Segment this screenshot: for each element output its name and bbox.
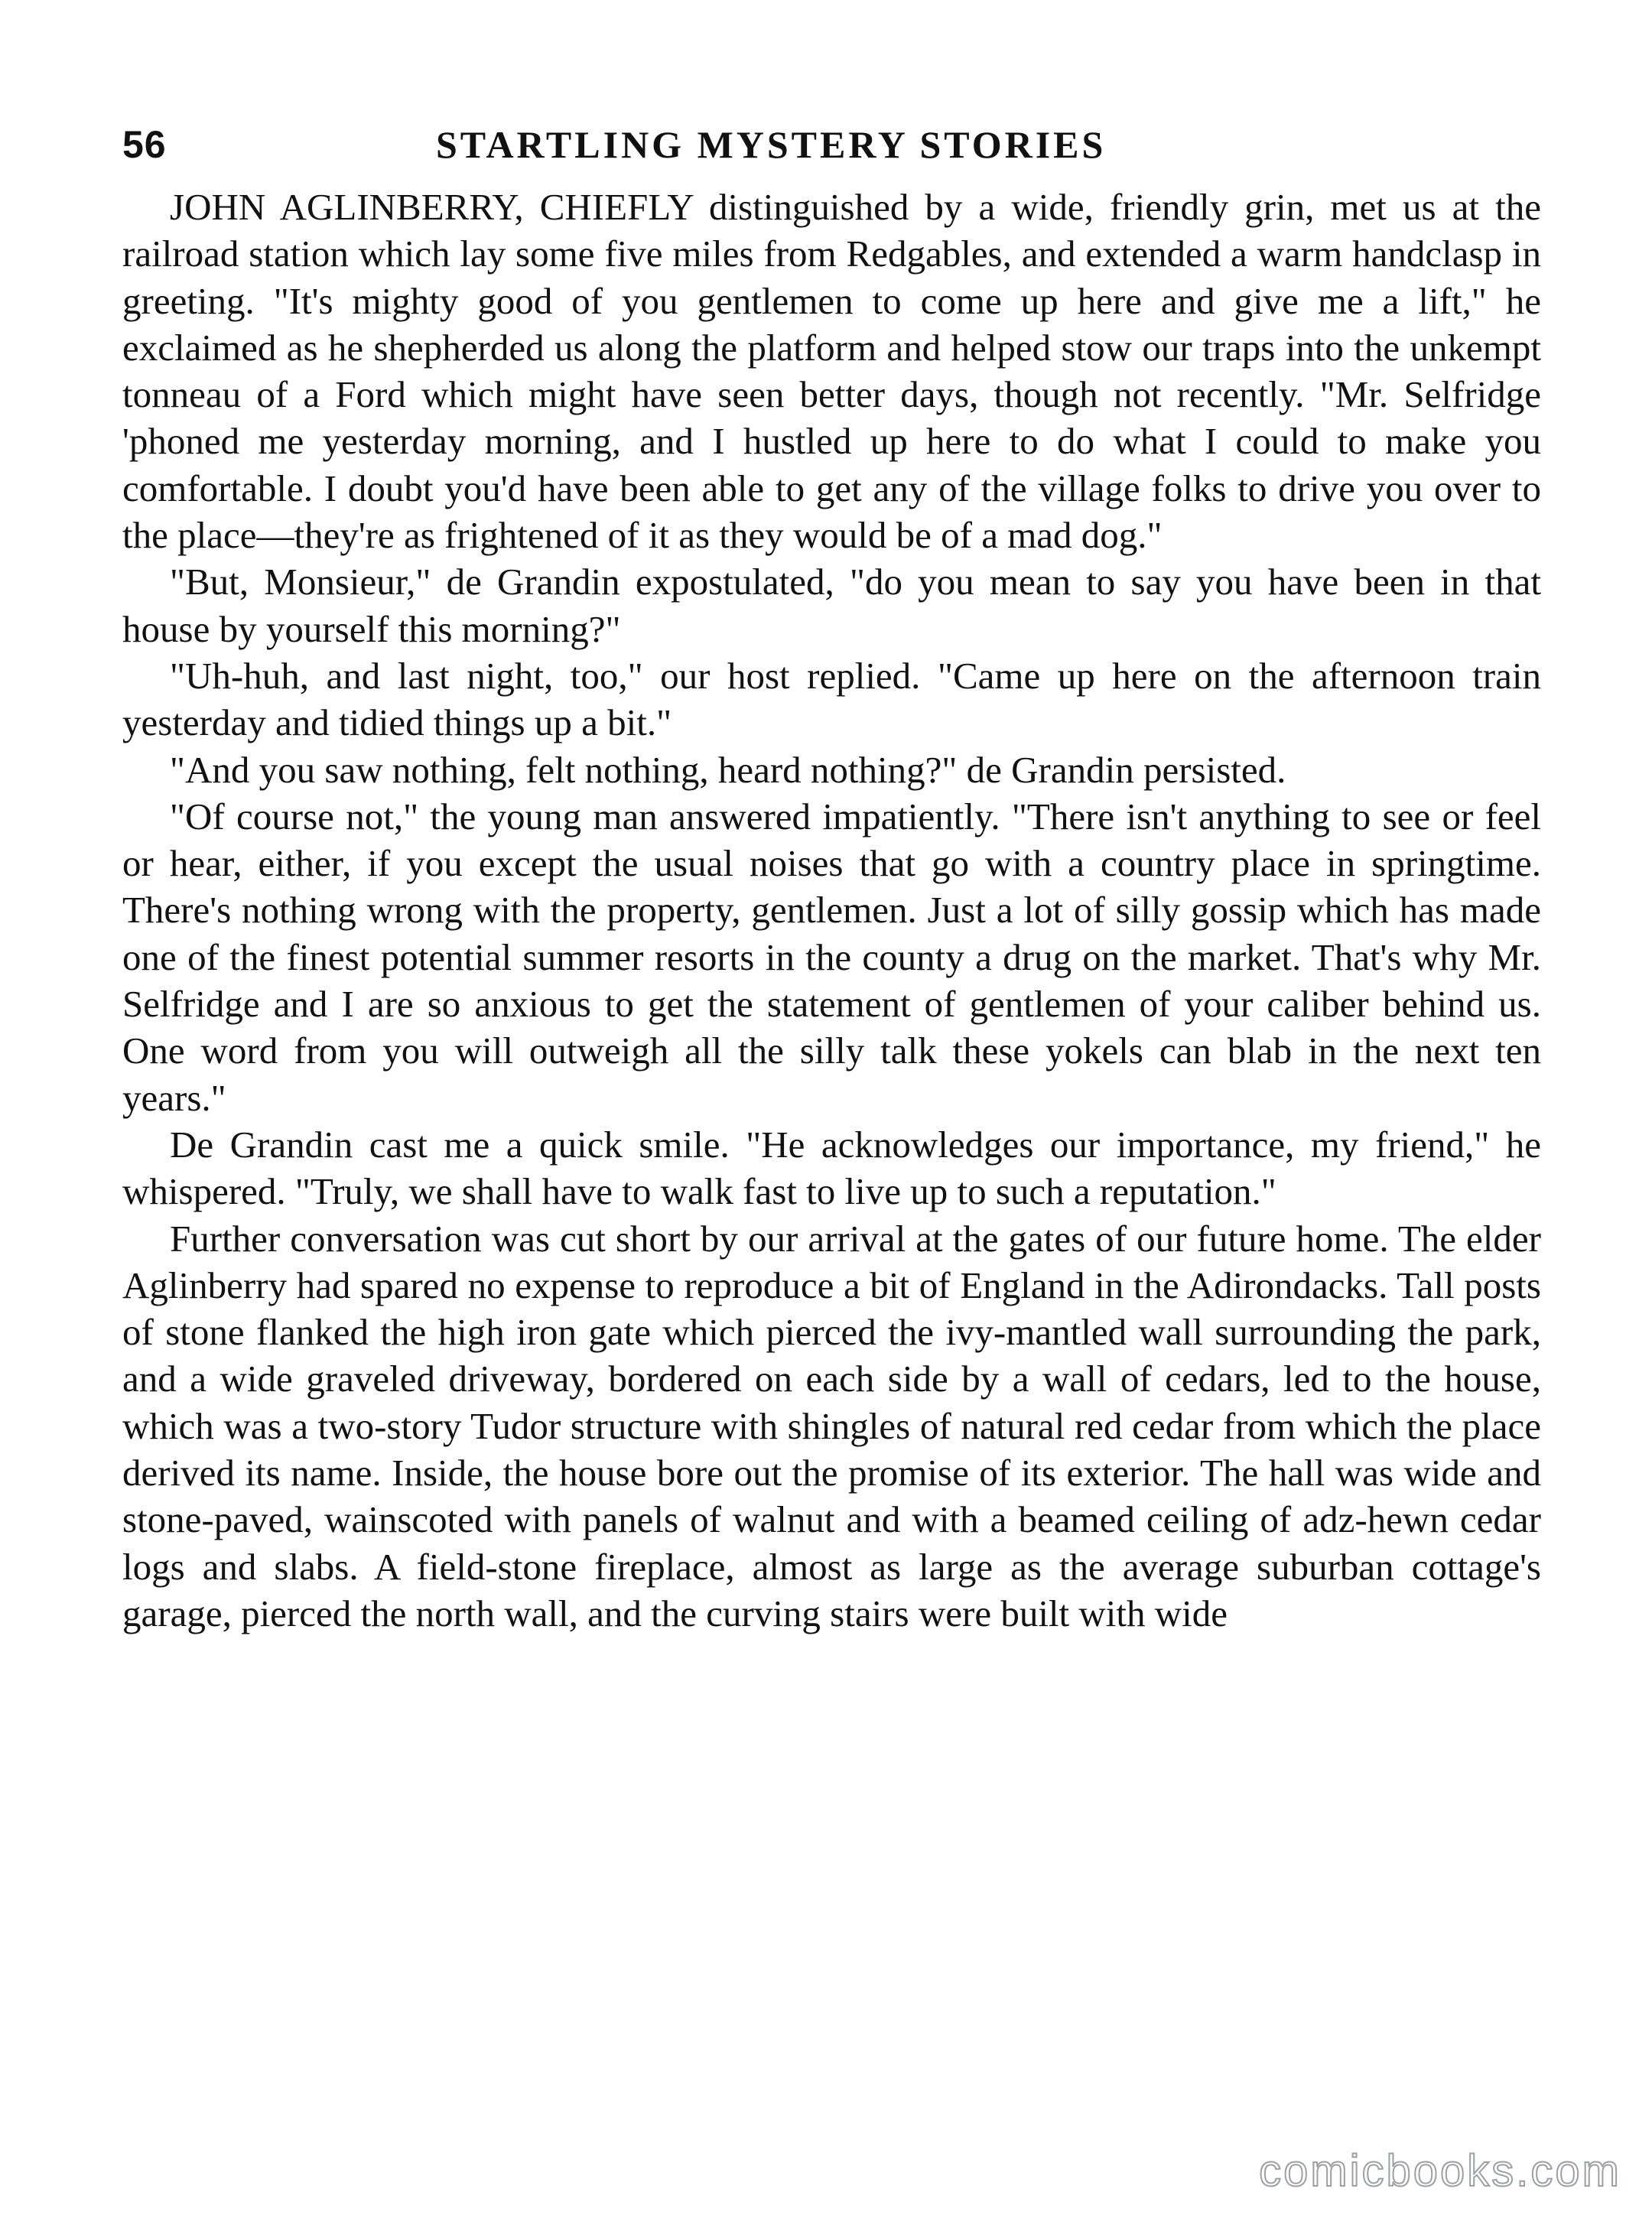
site-watermark: comicbooks.com [1259, 2146, 1621, 2196]
page-number: 56 [122, 123, 167, 166]
page-header [122, 122, 1545, 176]
paragraph: "Uh-huh, and last night, too," our host replied. "Came up here on the afternoon train yesterday and tidied things up a bit." [122, 654, 1541, 744]
paragraph: "Of course not," the young man answered impatiently. "There isn't anything to see or feel or hear, either, if you except the usual noises that go with a country place in springtime. There's nothing wrong with the property, gentlemen. Just a lot of silly gossip which has made one of the finest potential summer resorts in the county a drug on the market. That's why Mr. Selfridge and I are so anxious to get the statement of gentlemen of your caliber behind us. One word from you will outweigh all the silly talk these yokels can blab in the next ten years." [122, 795, 1541, 1119]
paragraph: JOHN AGLINBERRY, CHIEFLY distinguished by a wide, friendly grin, met us at the railroad station which lay some five miles from Redgables, and extended a warm handclasp in greeting. "It's mighty good of you gentlemen to come up here and give me a lift," he exclaimed as he shepherded us along the platform and helped stow our traps into the unkempt tonneau of a Ford which might have seen better days, though not recently. "Mr. Selfridge 'phoned me yesterday morning, and I hustled up here to do what I could to make you comfortable. I doubt you'd have been able to get any of the village folks to drive you over to the place—they're as frightened of it as they would be of a mad dog." [122, 186, 1541, 557]
paragraph: "And you saw nothing, felt nothing, heard nothing?" de Grandin persisted. [170, 748, 1286, 791]
paragraph: De Grandin cast me a quick smile. "He acknowledges our importance, my friend," he whispered. "Truly, we shall have to walk fast to live up to such a reputation." [122, 1123, 1541, 1213]
paragraph: Further conversation was cut short by our arrival at the gates of our future home. The elder Aglinberry had spared no expense to reproduce a bit of England in the Adirondacks. Tall posts of stone flanked the high iron gate which pierced the ivy-mantled wall surrounding the park, and a wide graveled driveway, bordered on each side by a wall of cedars, led to the house, which was a two-story Tudor structure with shingles of natural red cedar from which the place derived its name. Inside, the house bore out the promise of its exterior. The hall was wide and stone-paved, wainscoted with panels of walnut and with a beamed ceiling of adz-hewn cedar logs and slabs. A field-stone fireplace, almost as large as the average suburban cottage's garage, pierced the north wall, and the curving stairs were built with wide [122, 1217, 1541, 1634]
running-head: STARTLING MYSTERY STORIES [436, 123, 1107, 166]
story-body [122, 184, 1541, 1637]
paragraph: "But, Monsieur," de Grandin expostulated, "do you mean to say you have been in that house by yourself this morning?" [122, 561, 1541, 650]
